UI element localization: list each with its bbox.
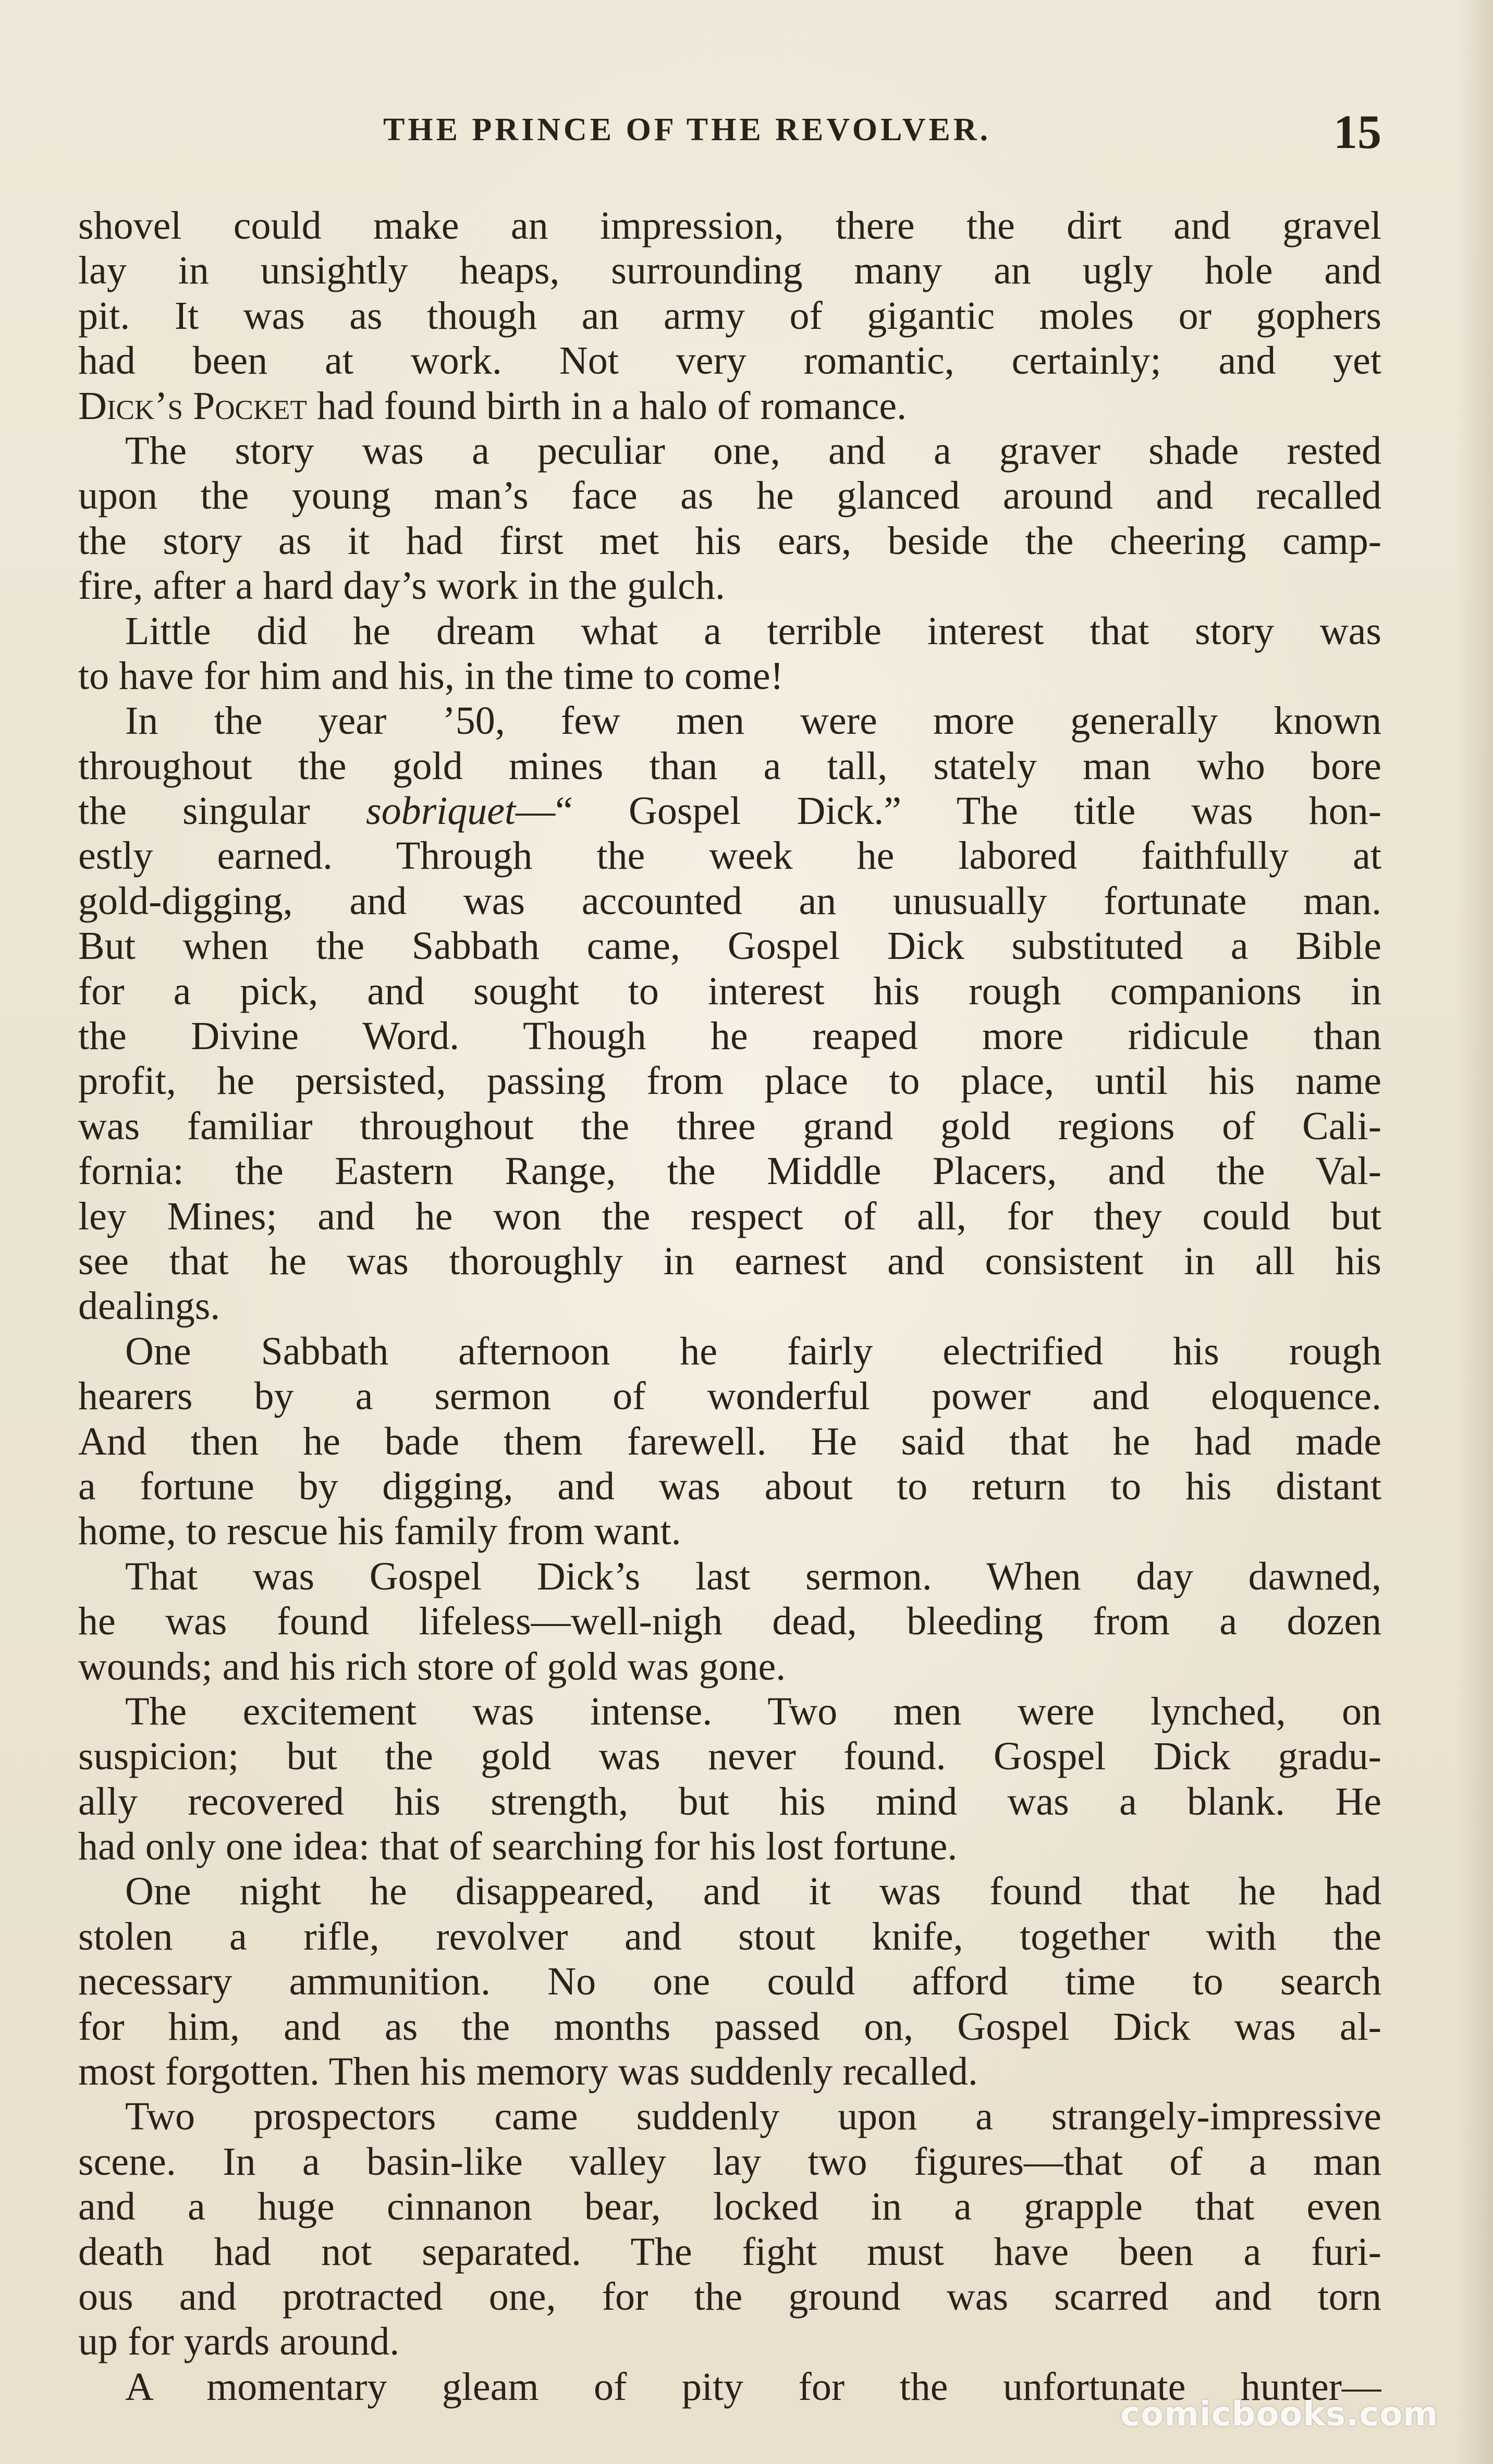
text-segment: Two prospectors came suddenly upon a strangely-impressive	[125, 2095, 1381, 2139]
text-segment: had found birth in a halo of romance.	[307, 384, 907, 428]
text-segment: see that he was thoroughly in earnest and consistent in all his	[78, 1239, 1381, 1283]
text-line	[78, 969, 1381, 1014]
text-segment: necessary ammunition. No one could afford time to search	[78, 1960, 1381, 2004]
text-line	[78, 2229, 1381, 2274]
text-segment: the singular	[78, 789, 366, 833]
text-segment: In the year ’50, few men were more generally known	[125, 699, 1381, 743]
text-line	[78, 654, 1381, 698]
text-segment: the Divine Word. Though he reaped more ridicule than	[78, 1014, 1381, 1058]
text-line	[78, 1869, 1381, 1914]
text-line	[78, 2004, 1381, 2049]
text-line	[78, 1959, 1381, 2004]
text-line	[78, 338, 1381, 383]
text-line	[78, 1734, 1381, 1779]
text-segment: up for yards around.	[78, 2320, 400, 2364]
text-line	[78, 1329, 1381, 1374]
text-segment: he was found lifeless—well-nigh dead, bleeding from a dozen	[78, 1599, 1381, 1644]
watermark-logo: comicbooks.com	[1120, 2395, 1438, 2434]
text-line	[78, 2184, 1381, 2229]
text-segment: lay in unsightly heaps, surrounding many an ugly hole and	[78, 249, 1381, 293]
text-segment: A momentary gleam of pity for the unfortunate hunter—	[125, 2364, 1381, 2409]
page-edge-shadow	[1457, 0, 1493, 2464]
small-caps-text: Dick’s Pocket	[78, 384, 307, 428]
text-segment: gold-digging, and was accounted an unusually fortunate man.	[78, 879, 1381, 923]
text-line	[78, 384, 1381, 428]
text-line	[78, 1104, 1381, 1149]
text-segment: estly earned. Through the week he labored faithfully at	[78, 834, 1381, 878]
text-segment: fornia: the Eastern Range, the Middle Placers, and the Val-	[78, 1149, 1381, 1193]
text-line	[78, 1374, 1381, 1419]
text-line	[78, 2049, 1381, 2094]
text-line	[78, 248, 1381, 293]
text-line	[78, 1644, 1381, 1689]
text-segment: scene. In a basin-like valley lay two figures—that of a man	[78, 2139, 1381, 2184]
text-line	[78, 698, 1381, 743]
text-segment: And then he bade them farewell. He said that he had made	[78, 1419, 1381, 1463]
text-line	[78, 293, 1381, 338]
text-line	[78, 563, 1381, 608]
text-segment: dealings.	[78, 1284, 221, 1328]
text-segment: ally recovered his strength, but his mind was a blank. He	[78, 1779, 1381, 1824]
text-segment: a fortune by digging, and was about to return to his distant	[78, 1464, 1381, 1508]
text-line	[78, 1058, 1381, 1103]
text-segment: ley Mines; and he won the respect of all, for they could but	[78, 1194, 1381, 1238]
text-segment: for him, and as the months passed on, Gospel Dick was al-	[78, 2004, 1381, 2049]
text-segment: had been at work. Not very romantic, certainly; and yet	[78, 339, 1381, 383]
text-line	[78, 2274, 1381, 2319]
text-line	[78, 923, 1381, 968]
running-title: THE PRINCE OF THE REVOLVER.	[383, 112, 992, 147]
text-segment: —“ Gospel Dick.” The title was hon-	[516, 789, 1381, 833]
text-segment: death had not separated. The fight must have been a furi-	[78, 2229, 1381, 2274]
text-line	[78, 2094, 1381, 2139]
text-line	[78, 1689, 1381, 1734]
text-line	[78, 1464, 1381, 1509]
text-segment: Little did he dream what a terrible interest that story was	[125, 609, 1381, 653]
text-line	[78, 203, 1381, 248]
text-line	[78, 2139, 1381, 2184]
page-header	[78, 104, 1381, 162]
text-line	[78, 833, 1381, 878]
text-segment: most forgotten. Then his memory was suddenly recalled.	[78, 2050, 978, 2094]
text-line	[78, 1509, 1381, 1554]
text-segment: fire, after a hard day’s work in the gulch.	[78, 564, 725, 608]
page-number: 15	[1333, 105, 1381, 158]
text-line	[78, 1239, 1381, 1284]
text-line	[78, 2319, 1381, 2364]
text-line	[78, 1554, 1381, 1599]
text-line	[78, 1824, 1381, 1869]
text-segment: profit, he persisted, passing from place to place, until his name	[78, 1059, 1381, 1103]
text-line	[78, 1149, 1381, 1193]
text-segment: One night he disappeared, and it was found that he had	[125, 1869, 1381, 1914]
text-line	[78, 789, 1381, 833]
text-segment: home, to rescue his family from want.	[78, 1509, 681, 1554]
text-segment: ous and protracted one, for the ground was scarred and torn	[78, 2274, 1381, 2319]
text-segment: the story as it had first met his ears, beside the cheering camp-	[78, 519, 1381, 563]
text-segment: But when the Sabbath came, Gospel Dick substituted a Bible	[78, 924, 1381, 968]
text-line	[78, 1599, 1381, 1644]
text-segment: stolen a rifle, revolver and stout knife, together with the	[78, 1914, 1381, 1958]
text-segment: The excitement was intense. Two men were lynched, on	[125, 1689, 1381, 1733]
text-line	[78, 1014, 1381, 1058]
text-segment: pit. It was as though an army of gigantic moles or gophers	[78, 293, 1381, 338]
text-segment: suspicion; but the gold was never found. Gospel Dick gradu-	[78, 1734, 1381, 1779]
text-segment: had only one idea: that of searching for his lost fortune.	[78, 1825, 958, 1869]
text-line	[78, 1779, 1381, 1824]
text-segment: to have for him and his, in the time to come!	[78, 654, 784, 698]
text-segment: and a huge cinnanon bear, locked in a grapple that even	[78, 2185, 1381, 2229]
body-text	[78, 203, 1381, 2409]
text-segment: for a pick, and sought to interest his rough companions in	[78, 969, 1381, 1013]
text-segment: wounds; and his rich store of gold was gone.	[78, 1644, 786, 1689]
text-segment: The story was a peculiar one, and a graver shade rested	[125, 428, 1381, 473]
text-line	[78, 1284, 1381, 1328]
text-line	[78, 1419, 1381, 1464]
text-segment: was familiar throughout the three grand gold regions of Cali-	[78, 1104, 1381, 1148]
text-line	[78, 519, 1381, 563]
text-segment: One Sabbath afternoon he fairly electrified his rough	[125, 1329, 1381, 1373]
text-segment: shovel could make an impression, there the dirt and gravel	[78, 204, 1381, 248]
text-line	[78, 1194, 1381, 1239]
text-line	[78, 744, 1381, 789]
text-line	[78, 1914, 1381, 1959]
text-line	[78, 473, 1381, 518]
text-segment: That was Gospel Dick’s last sermon. When day dawned,	[125, 1554, 1381, 1598]
italic-text: sobriquet	[366, 789, 516, 833]
text-segment: upon the young man’s face as he glanced around and recalled	[78, 474, 1381, 518]
text-line	[78, 879, 1381, 923]
text-segment: hearers by a sermon of wonderful power and eloquence.	[78, 1374, 1381, 1419]
text-line	[78, 428, 1381, 473]
text-line	[78, 609, 1381, 654]
text-segment: throughout the gold mines than a tall, stately man who bore	[78, 744, 1381, 788]
